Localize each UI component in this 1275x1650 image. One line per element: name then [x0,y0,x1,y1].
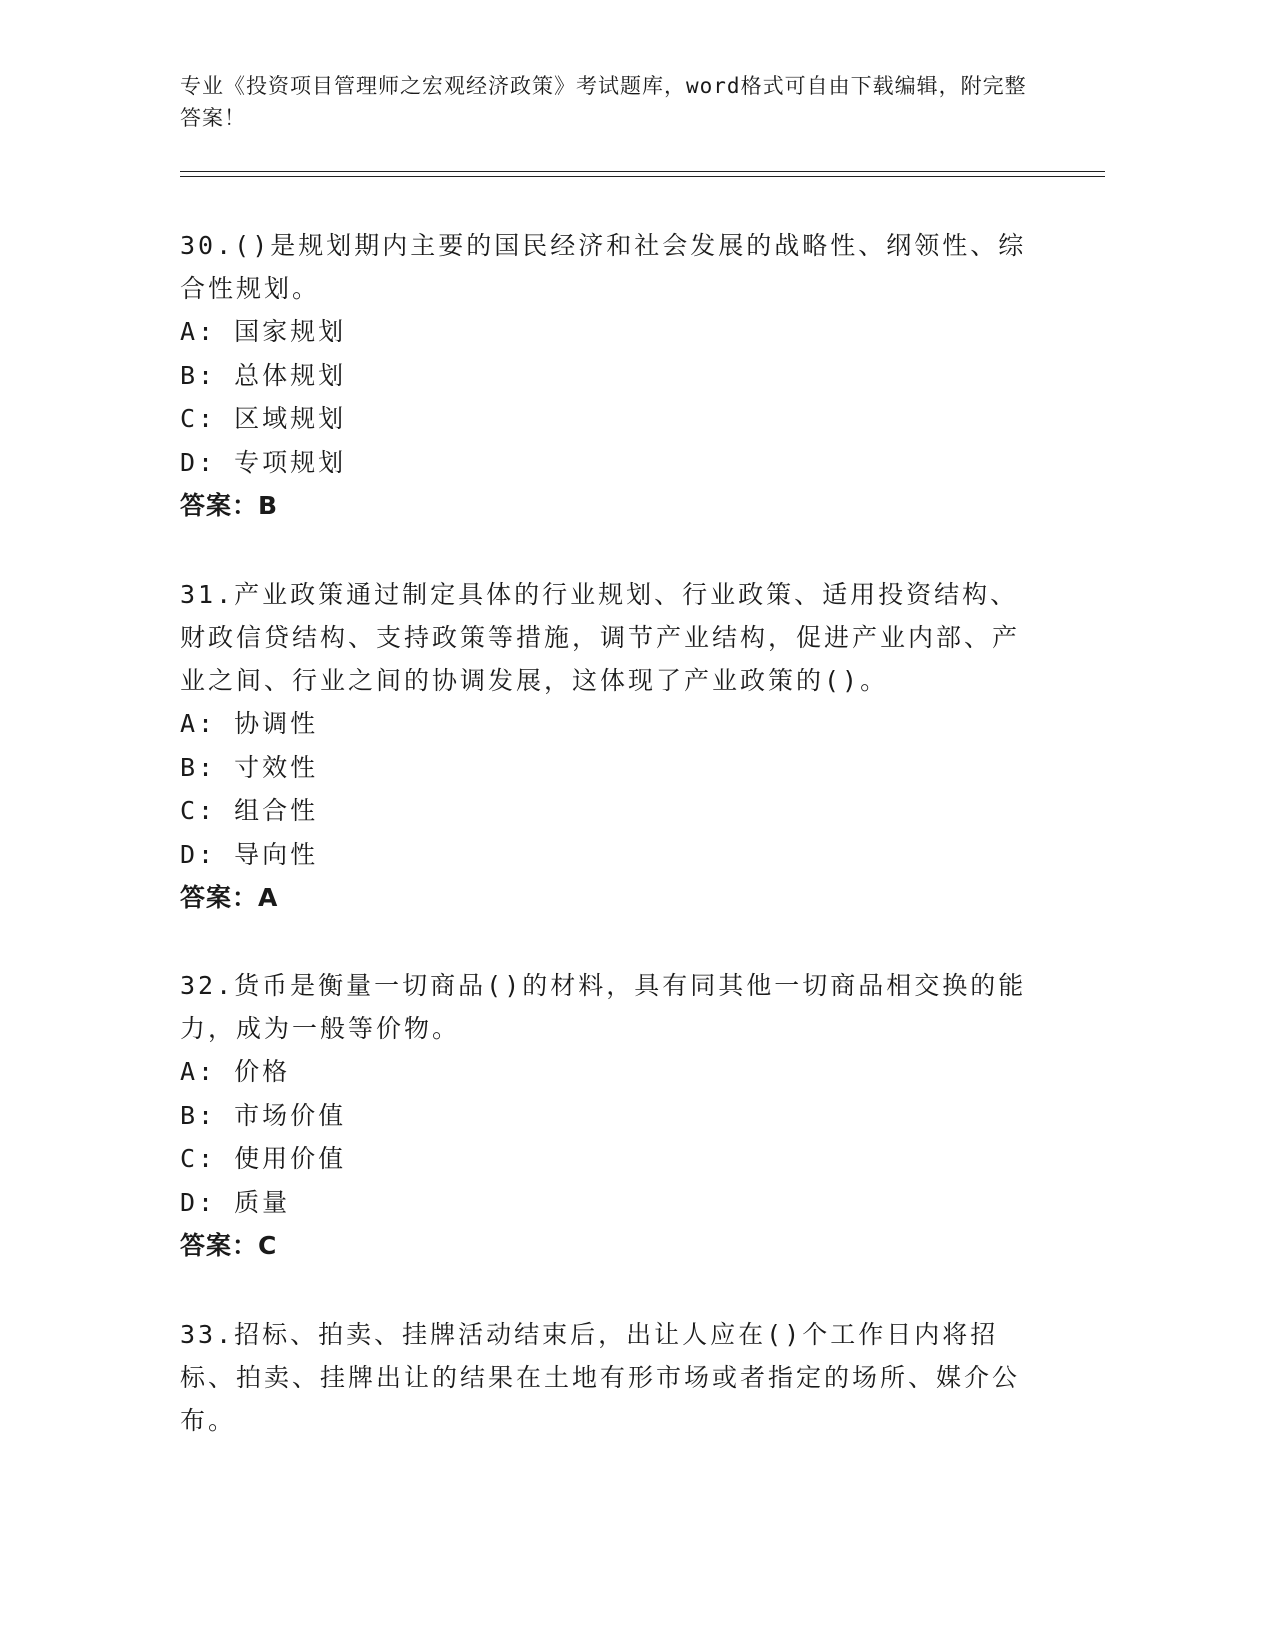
answer-label: 答案：A [180,883,279,912]
option-b: B: 总体规划 [180,360,347,390]
header-divider-bottom [180,176,1105,177]
question-stem: 30.()是规划期内主要的国民经济和社会发展的战略性、纲领性、综合性规划。 [180,231,1027,303]
option-b: B: 市场价值 [180,1100,347,1130]
option-c: C: 组合性 [180,796,319,825]
answer-label: 答案：C [180,1231,278,1260]
question-32 [180,964,1040,1268]
option-c: C: 使用价值 [180,1144,347,1173]
option-d: D: 导向性 [180,839,319,869]
question-stem: 32.货币是衡量一切商品()的材料，具有同其他一切商品相交换的能力，成为一般等价物。 [180,971,1027,1043]
question-stem: 31.产业政策通过制定具体的行业规划、行业政策、适用投资结构、财政信贷结构、支持政策等措施，调节产业结构，促进产业内部、产业之间、行业之间的协调发展，这体现了产业政策的()。 [180,580,1021,695]
question-stem: 33.招标、拍卖、挂牌活动结束后，出让人应在()个工作日内将招标、拍卖、挂牌出让的结果在土地有形市场或者指定的场所、媒介公布。 [180,1320,1021,1435]
question-31 [180,573,1040,920]
option-d: D: 专项规划 [180,447,347,477]
answer-label: 答案：B [180,491,279,520]
option-a: A: 国家规划 [180,317,347,346]
option-c: C: 区域规划 [180,404,347,433]
document-header: 专业《投资项目管理师之宏观经济政策》考试题库，word格式可自由下载编辑，附完整答案！ [180,74,1027,130]
option-b: B: 寸效性 [180,752,319,782]
question-33 [180,1313,1040,1442]
header-divider-top [180,171,1105,172]
option-d: D: 质量 [180,1187,291,1217]
question-30 [180,224,1040,528]
option-a: A: 协调性 [180,709,319,738]
option-a: A: 价格 [180,1057,291,1086]
